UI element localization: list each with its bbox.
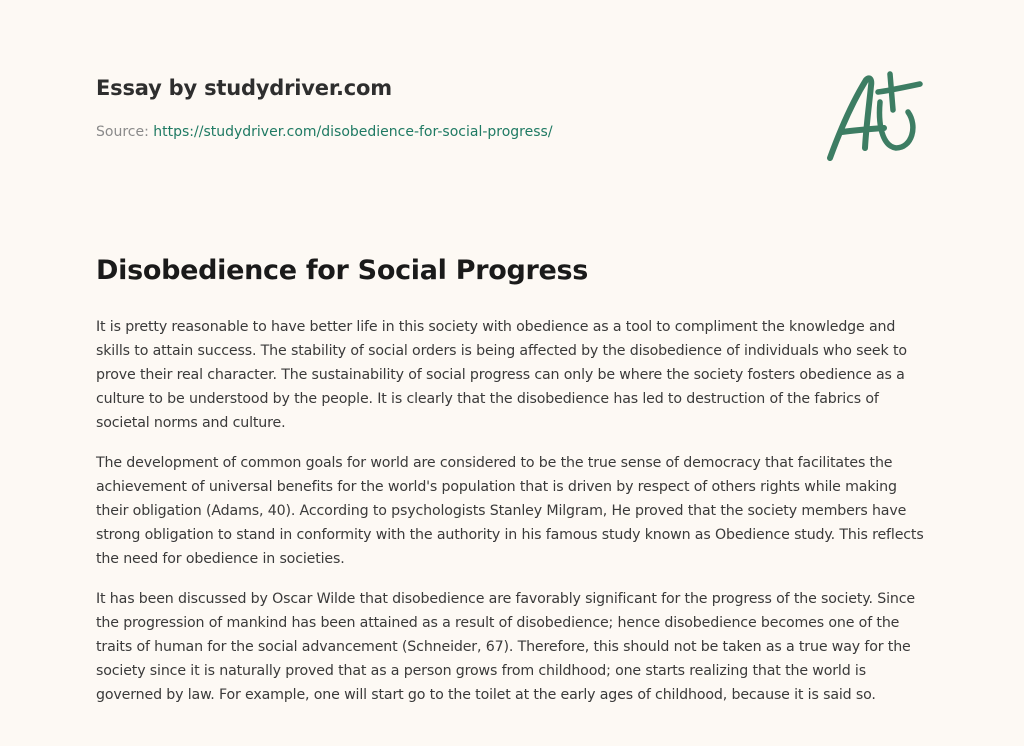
article-paragraph-3: It has been discussed by Oscar Wilde that disobedience are favorably significant for the progress of the society. Since the progression of mankind has been attained as a result of disobedience; hence disobedience becomes one of the traits of human for the social advancement (Schneider, 67). Therefore, this should not be taken as a true way for the society since it is naturally proved that as a person grows from childhood; one starts realizing that the world is governed by law. For example, one will start go to the toilet at the early ages of childhood, because it is said so.	[96, 591, 915, 703]
article-body	[96, 315, 932, 723]
a-plus-grade-icon	[820, 66, 930, 166]
source-link[interactable]: https://studydriver.com/disobedience-for-social-progress/	[153, 124, 553, 140]
source-line	[96, 124, 553, 140]
article-paragraph-1: It is pretty reasonable to have better life in this society with obedience as a tool to compliment the knowledge and skills to attain success. The stability of social orders is being affected by the disobedience of individuals who seek to prove their real character. The sustainability of social progress can only be where the society fosters obedience as a culture to be understood by the people. It is clearly that the disobedience has led to destruction of the fabrics of societal norms and culture.	[96, 319, 907, 431]
site-header-title: Essay by studydriver.com	[96, 76, 392, 100]
article-title: Disobedience for Social Progress	[96, 255, 589, 286]
article-paragraph-2: The development of common goals for world are considered to be the true sense of democracy that facilitates the achievement of universal benefits for the world's population that is driven by respect of others rights while making their obligation (Adams, 40). According to psychologists Stanley Milgram, He proved that the society members have strong obligation to stand in conformity with the authority in his famous study known as Obedience study. This reflects the need for obedience in societies.	[96, 455, 924, 567]
source-label: Source:	[96, 124, 149, 140]
